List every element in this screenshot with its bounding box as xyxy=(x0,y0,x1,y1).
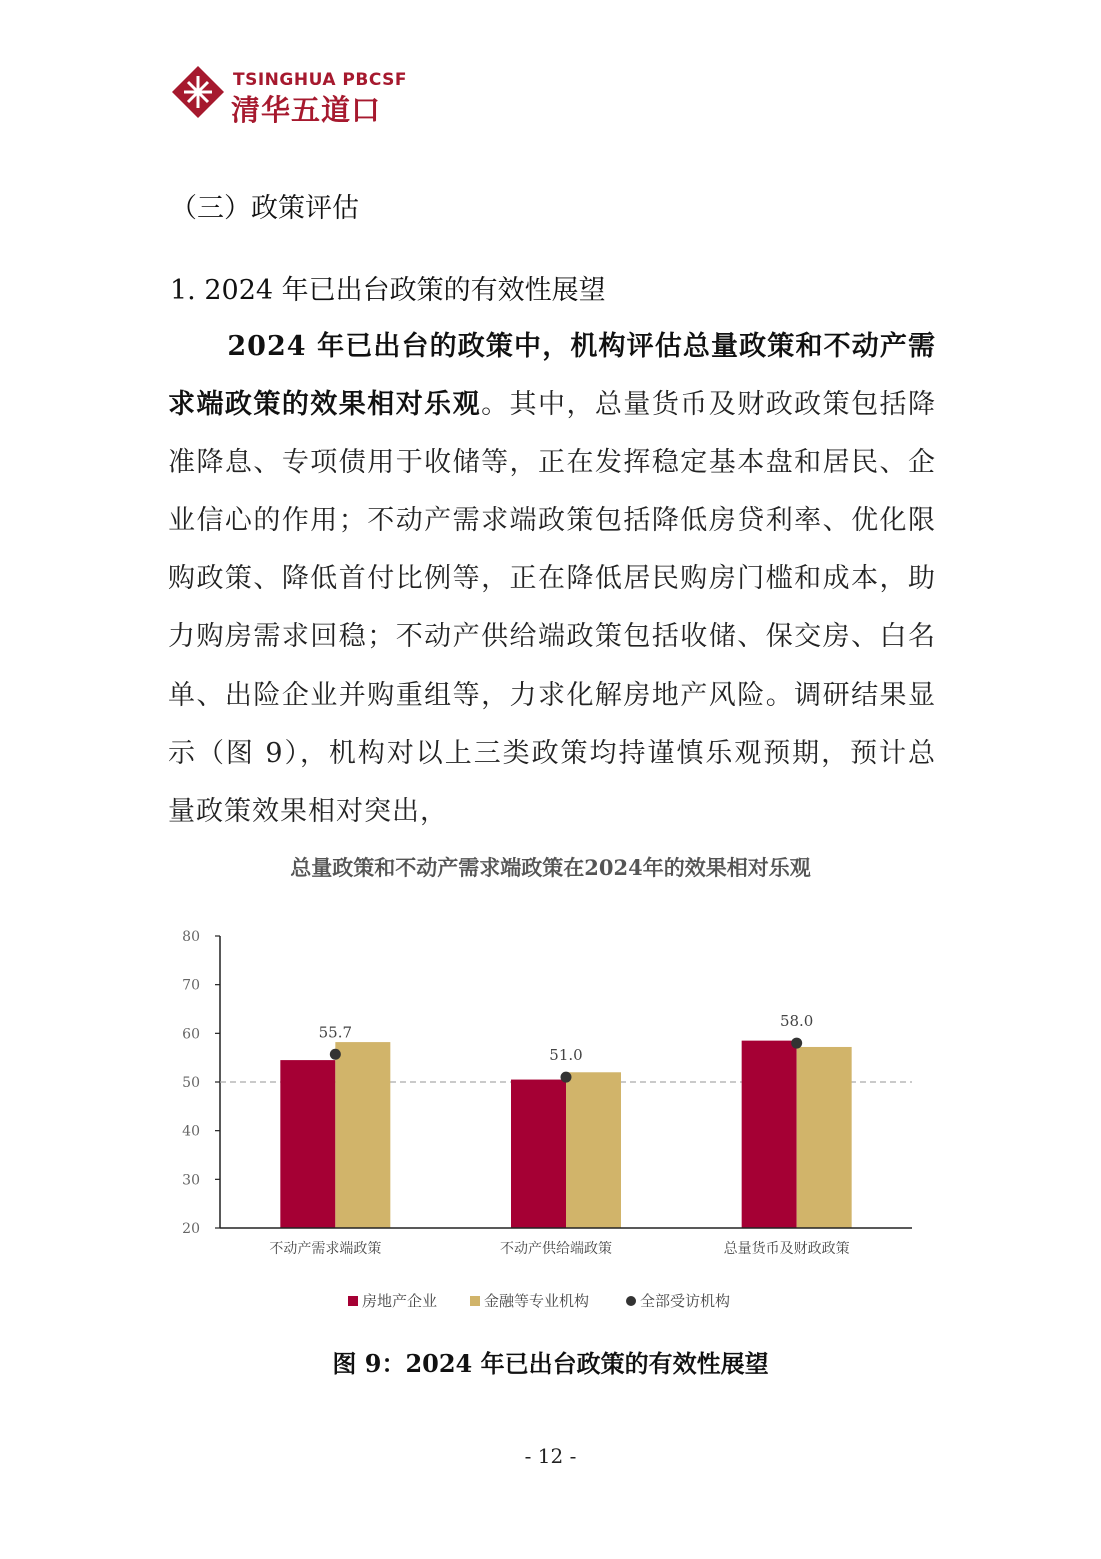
paragraph-bold-lead: 2024 年已出台的政策中，机构评估总量政策和不动产需求端政策的效果相对乐观 xyxy=(168,331,936,421)
paragraph-text: 。其中，总量货币及财政政策包括降准降息、专项债用于收储等，正在发挥稳定基本盘和居民、企业信心的作用；不动产需求端政策包括降低房贷利率、优化限购政策、降低首付比例等，正在降低居民购房门槛和成本，助力购房需求回稳；不动产供给端政策包括收储、保交房、白名单、出险企业并购重组等，力求化解房地产风险。调研结果显示（图 9），机构对以上三类政策均持谨慎乐观预期，预计总量政策效果相对突出， xyxy=(168,389,937,827)
y-tick-label: 30 xyxy=(182,1172,200,1189)
legend-swatch-1 xyxy=(470,1296,480,1306)
logo-text-en: TSINGHUA PBCSF xyxy=(233,70,407,90)
legend-label: 房地产企业 xyxy=(362,1292,438,1310)
body-paragraph xyxy=(168,318,936,841)
overall-data-label: 55.7 xyxy=(318,1023,353,1042)
legend-label: 全部受访机构 xyxy=(640,1292,731,1310)
bar-financial-1 xyxy=(566,1072,621,1228)
y-tick-label: 70 xyxy=(182,977,200,994)
page-number: - 12 - xyxy=(524,1444,577,1468)
x-category-label: 不动产需求端政策 xyxy=(269,1241,382,1257)
overall-point-2 xyxy=(791,1038,802,1049)
y-tick-label: 60 xyxy=(182,1026,200,1043)
y-tick-label: 40 xyxy=(182,1123,200,1140)
legend-swatch-2 xyxy=(626,1296,636,1306)
y-tick-label: 80 xyxy=(182,929,200,945)
overall-point-0 xyxy=(330,1049,341,1060)
overall-data-label: 51.0 xyxy=(549,1046,583,1065)
bar-financial-0 xyxy=(335,1042,390,1228)
bar-financial-2 xyxy=(797,1047,852,1228)
x-category-label: 总量货币及财政政策 xyxy=(723,1241,850,1257)
section-title: （三）政策评估 xyxy=(170,193,359,224)
legend-label: 金融等专业机构 xyxy=(484,1292,590,1310)
sub-title: 1. 2024 年已出台政策的有效性展望 xyxy=(170,275,606,306)
overall-point-1 xyxy=(561,1072,572,1083)
policy-effect-chart xyxy=(150,918,930,1338)
overall-data-label: 58.0 xyxy=(779,1012,814,1031)
legend xyxy=(348,1292,730,1310)
x-axis xyxy=(220,1228,912,1257)
logo-text-cn: 清华五道口 xyxy=(231,93,382,127)
bar-real-estate-1 xyxy=(511,1080,566,1228)
y-tick-label: 20 xyxy=(182,1221,200,1237)
bars xyxy=(280,1012,851,1228)
legend-swatch-0 xyxy=(348,1296,358,1306)
figure-caption: 图 9：2024 年已出台政策的有效性展望 xyxy=(332,1349,769,1378)
bar-real-estate-2 xyxy=(742,1041,797,1228)
y-tick-label: 50 xyxy=(182,1075,200,1091)
chart-title: 总量政策和不动产需求端政策在2024年的效果相对乐观 xyxy=(290,855,811,880)
x-category-label: 不动产供给端政策 xyxy=(500,1241,612,1257)
bar-real-estate-0 xyxy=(280,1060,335,1228)
